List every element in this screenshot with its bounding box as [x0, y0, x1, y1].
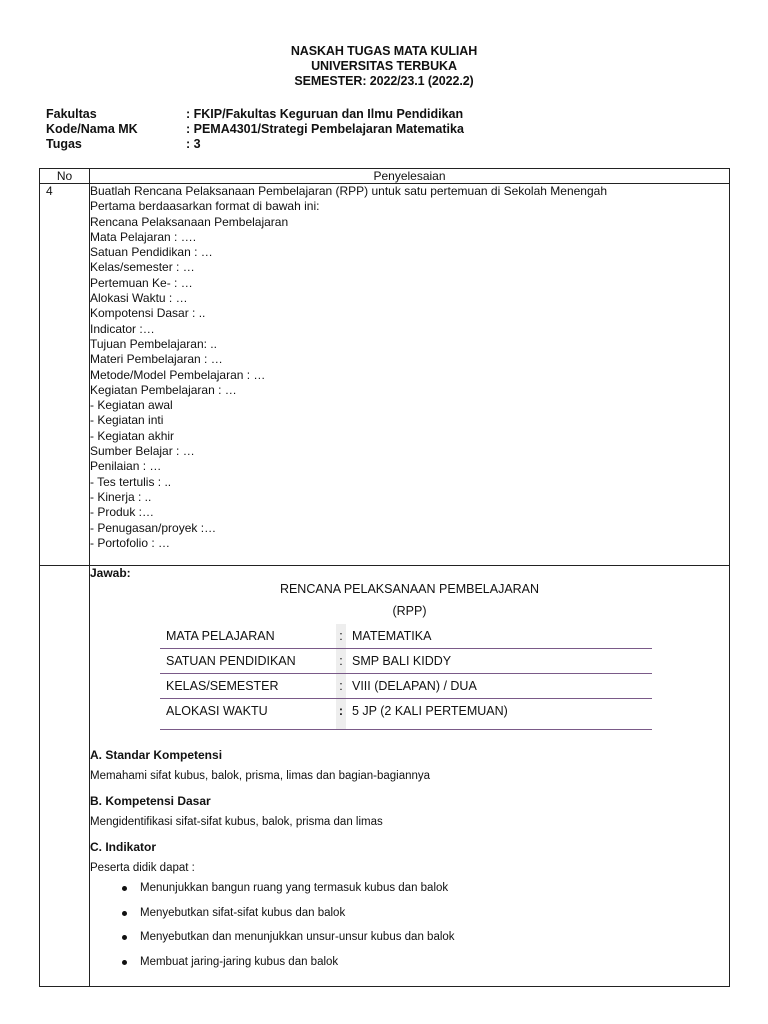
question-number: 4	[40, 184, 90, 566]
header-line-3: SEMESTER: 2022/23.1 (2022.2)	[294, 74, 474, 88]
meta-value: : 3	[186, 137, 201, 151]
list-item: Membuat jaring-jaring kubus dan balok	[122, 954, 729, 979]
question-line: Satuan Pendidikan : …	[90, 245, 213, 260]
meta-row	[46, 122, 464, 137]
question-line: Rencana Pelaksanaan Pembelajaran	[90, 214, 289, 229]
question-line: Metode/Model Pembelajaran : …	[90, 367, 266, 382]
question-line: Kegiatan Pembelajaran : …	[90, 382, 237, 397]
rpp-sep: :	[336, 624, 346, 649]
question-line: - Portofolio : …	[90, 535, 171, 550]
rpp-spacer-cell	[336, 723, 346, 730]
question-lines	[90, 184, 729, 551]
question-line: Materi Pembelajaran : …	[90, 352, 223, 367]
rpp-key: ALOKASI WAKTU	[166, 704, 268, 718]
question-line: - Kegiatan akhir	[90, 428, 175, 443]
rpp-bottom-rule	[160, 723, 652, 730]
rpp-row	[160, 649, 652, 674]
rpp-row	[160, 624, 652, 649]
list-item: Menyebutkan sifat-sifat kubus dan balok	[122, 905, 729, 930]
question-line: - Produk :…	[90, 505, 155, 520]
rpp-subtitle: (RPP)	[392, 604, 427, 618]
list-item: Menyebutkan dan menunjukkan unsur-unsur kubus dan balok	[122, 929, 729, 954]
rpp-row	[160, 674, 652, 699]
rpp-value: SMP BALI KIDDY	[352, 654, 452, 668]
question-line: Sumber Belajar : …	[90, 444, 195, 459]
rpp-identity-table	[160, 624, 652, 730]
rpp-key: MATA PELAJARAN	[166, 629, 275, 643]
rpp-spacer-cell	[346, 723, 652, 730]
meta-key: Tugas	[46, 137, 82, 151]
question-line: - Tes tertulis : ..	[90, 474, 172, 489]
rpp-key: KELAS/SEMESTER	[166, 679, 279, 693]
col-no-header: No	[40, 169, 90, 184]
question-line: Indicator :…	[90, 321, 155, 336]
header-line-2: UNIVERSITAS TERBUKA	[311, 59, 457, 73]
course-meta	[46, 107, 464, 152]
indicator-list	[122, 880, 729, 978]
question-line: Buatlah Rencana Pelaksanaan Pembelajaran (RPP) untuk satu pertemuan di Sekolah Menengah	[90, 184, 607, 198]
question-row	[40, 184, 730, 566]
answer-row	[40, 566, 730, 987]
col-solution-header: Penyelesaian	[90, 169, 730, 184]
meta-row	[46, 137, 464, 152]
rpp-value: VIII (DELAPAN) / DUA	[352, 679, 477, 693]
question-line: Kelas/semester : …	[90, 260, 195, 275]
question-line: Mata Pelajaran : ….	[90, 229, 197, 244]
table-header-row	[40, 169, 730, 184]
question-line: Pertemuan Ke- : …	[90, 275, 193, 290]
question-line: - Kinerja : ..	[90, 489, 152, 504]
section-a-text: Memahami sifat kubus, balok, prisma, limas dan bagian-bagiannya	[90, 770, 431, 782]
question-line: Alokasi Waktu : …	[90, 291, 188, 306]
document-header	[0, 44, 768, 89]
section-c-title: C. Indikator	[90, 840, 157, 854]
rpp-title: RENCANA PELAKSANAAN PEMBELAJARAN	[279, 582, 540, 596]
question-line: Kompotensi Dasar : ..	[90, 306, 206, 321]
header-line-1: NASKAH TUGAS MATA KULIAH	[290, 44, 478, 58]
rpp-value: MATEMATIKA	[352, 629, 432, 643]
question-line: - Kegiatan inti	[90, 413, 164, 428]
question-line: - Kegiatan awal	[90, 398, 173, 413]
answer-label: Jawab:	[90, 566, 131, 580]
list-item: Menunjukkan bangun ruang yang termasuk kubus dan balok	[122, 880, 729, 905]
section-c-text: Peserta didik dapat :	[90, 862, 195, 874]
meta-value: : PEMA4301/Strategi Pembelajaran Matematika	[186, 122, 464, 136]
meta-key: Fakultas	[46, 107, 97, 121]
question-text	[90, 184, 730, 566]
section-b-title: B. Kompetensi Dasar	[90, 794, 211, 808]
section-b-text: Mengidentifikasi sifat-sifat kubus, balok, prisma dan limas	[90, 816, 383, 828]
assignment-table	[39, 168, 730, 987]
answer-cell	[90, 566, 730, 987]
rpp-sep: :	[336, 674, 346, 699]
rpp-sep: :	[336, 699, 346, 724]
meta-value: : FKIP/Fakultas Keguruan dan Ilmu Pendidikan	[186, 107, 464, 121]
meta-row	[46, 107, 464, 122]
rpp-row	[160, 699, 652, 724]
meta-key: Kode/Nama MK	[46, 122, 138, 136]
question-line: Pertama berdaasarkan format di bawah ini:	[90, 199, 320, 214]
question-line: Tujuan Pembelajaran: ..	[90, 336, 217, 351]
answer-number-cell	[40, 566, 90, 987]
question-line: Penilaian : …	[90, 459, 162, 474]
rpp-value: 5 JP (2 KALI PERTEMUAN)	[352, 704, 508, 718]
question-line: - Penugasan/proyek :…	[90, 520, 217, 535]
rpp-key: SATUAN PENDIDIKAN	[166, 654, 296, 668]
rpp-sep: :	[336, 649, 346, 674]
rpp-spacer-cell	[160, 723, 336, 730]
section-a-title: A. Standar Kompetensi	[90, 748, 223, 762]
